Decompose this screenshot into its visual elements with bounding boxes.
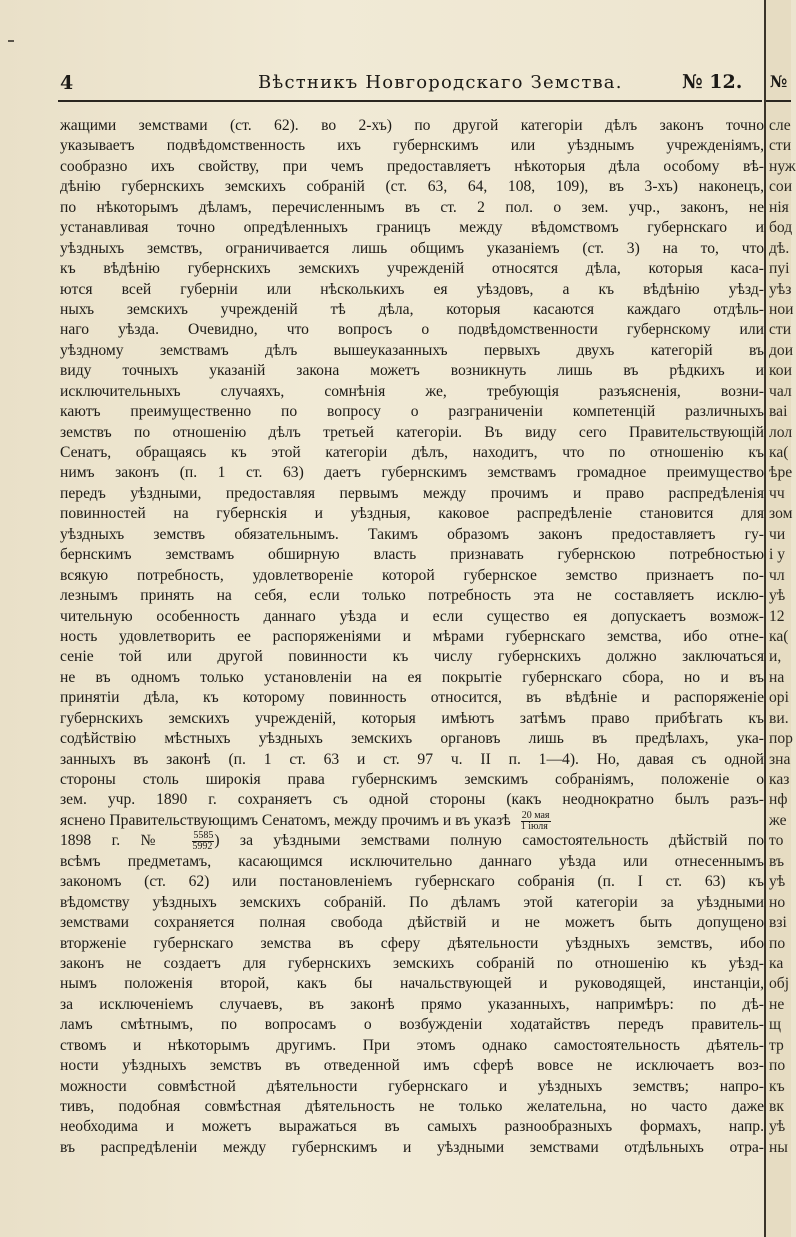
header-rule xyxy=(58,100,762,102)
adjacent-fragment: уѣз xyxy=(769,280,792,298)
adjacent-fragment: ка( xyxy=(769,444,789,461)
adjacent-page-rule xyxy=(766,100,791,102)
adjacent-fragment: чл xyxy=(769,566,785,584)
adjacent-page-fragments xyxy=(769,116,796,1158)
adjacent-fragment: чч xyxy=(769,484,785,502)
text-line: ныхъ земскихъ учрежденій тѣ дѣла, которыя касаются каждаго отдѣль- xyxy=(60,300,764,318)
adjacent-fragment: по xyxy=(769,1057,786,1075)
text-line: зем. учр. 1890 г. сохраняетъ съ одной стороны (какъ неоднократно былъ разъ- xyxy=(60,791,764,809)
adjacent-fragment: лол xyxy=(769,423,793,441)
text-line: Сенатъ, обращаясь къ этой категоріи дѣлъ, находитъ, что по отношенію къ xyxy=(60,444,764,461)
text-line: губернскихъ земскихъ учрежденій, которыя имѣютъ затѣмъ право прибѣгать къ xyxy=(60,709,764,727)
adjacent-fragment: же xyxy=(769,811,787,829)
text-line: бернскимъ земствамъ обширную власть признавать губернскою потребностью xyxy=(60,546,764,564)
adjacent-fragment: сти xyxy=(769,137,792,155)
adjacent-fragment: и, xyxy=(769,648,782,666)
text-line: вторженіе губернскаго земства въ сферу дѣятельности уѣздныхъ земствъ, ибо xyxy=(60,934,764,952)
adjacent-fragment: ка( xyxy=(769,627,789,645)
article-lines-part-1 xyxy=(60,116,764,831)
text-line: сообразно ихъ свойству, при чемъ предоставляетъ нѣкоторыя дѣла особому вѣ- xyxy=(60,157,764,175)
text-line: устанавливая точно опредѣленныхъ границъ между вѣдомствомъ губернскаго и xyxy=(60,219,764,237)
adjacent-fragment: то xyxy=(769,832,784,850)
text-line: тивъ, подобная совмѣстная дѣятельность не только желательна, но часто даже xyxy=(60,1098,764,1115)
text-line: вѣдомству уѣздныхъ земскихъ собраній. По дѣламъ этой категоріи за уѣздными xyxy=(60,893,764,911)
text-line: ствомъ и нѣкоторымъ другимъ. При этомъ однако самостоятельность дѣятель- xyxy=(60,1036,764,1054)
adjacent-fragment: чи xyxy=(769,525,786,543)
decree-line xyxy=(60,831,764,851)
adjacent-fragment: пор xyxy=(769,730,793,748)
adjacent-fragment: зна xyxy=(769,750,791,768)
adjacent-fragment: ка xyxy=(769,954,784,972)
text-line: жащими земствами (ст. 62). во 2-хъ) по другой категоріи дѣлъ законъ точно xyxy=(60,117,764,134)
adjacent-fragment: дѣ. xyxy=(769,239,790,257)
journal-title: Вѣстникъ Новгородскаго Земства. xyxy=(258,72,623,93)
text-line: земствами сохраняется полная свобода дѣйствій и не можетъ быть допущено xyxy=(60,914,764,932)
adjacent-fragment: ѣре xyxy=(769,464,793,482)
adjacent-fragment: і у xyxy=(769,546,786,564)
article-lines-part-2 xyxy=(60,852,764,1159)
adjacent-fragment: по xyxy=(769,934,786,952)
text-line: ности уѣздныхъ земствъ въ отведенной имъ сферѣ вовсе не исключаетъ воз- xyxy=(60,1057,764,1075)
text-line: дѣнію губернскихъ земскихъ собраній (ст. 63, 64, 108, 109), въ 3-хъ) наконецъ, xyxy=(60,178,764,196)
adjacent-fragment: уѣ xyxy=(769,1118,786,1136)
adjacent-fragment: щ xyxy=(769,1016,782,1034)
text-line: повинностей на губернскія и уѣздныя, каковое распредѣленіе становится для xyxy=(60,505,764,523)
adjacent-page-header: № xyxy=(770,72,788,91)
text-line: принятіи дѣла, къ которому повинность относится, въ вѣдѣніе и распоряженіе xyxy=(60,689,764,707)
adjacent-fragment: каз xyxy=(769,771,790,788)
text-line: ются всей губерніи или нѣсколькихъ ея уѣздовъ, а къ вѣдѣнію уѣзд- xyxy=(60,280,764,298)
adjacent-fragment: нуж xyxy=(769,157,796,175)
text-line: ность удовлетворить ее распоряженіями и мѣрами губернскаго земства, ибо отне- xyxy=(60,627,764,645)
text-line: уѣздному земствамъ дѣлъ вышеуказанныхъ первыхъ двухъ категорій въ xyxy=(60,341,764,359)
adjacent-fragment: въ xyxy=(769,852,785,870)
text-line: лезнымъ принять на себя, если только потребность эта не составляетъ исклю- xyxy=(60,587,764,605)
adjacent-fragment: не xyxy=(769,995,785,1013)
text-line: указываетъ подвѣдомственность ихъ губернскимъ или уѣзднымъ учрежденіямъ, xyxy=(60,137,764,155)
adjacent-fragment: сти xyxy=(769,321,792,339)
text-line: къ вѣдѣнію губернскихъ земскихъ учрежденій относятся дѣла, которыя каса- xyxy=(60,260,764,278)
text-line: за исключеніемъ случаевъ, въ законѣ прямо указанныхъ, напримѣръ: по дѣ- xyxy=(60,995,764,1013)
decree-number-fraction xyxy=(192,831,214,852)
adjacent-fragment: тр xyxy=(769,1036,784,1054)
adjacent-fragment: къ xyxy=(769,1077,785,1095)
text-line: можности совмѣстной дѣятельности губернскаго и уѣздныхъ земствъ; напро- xyxy=(60,1077,764,1095)
adjacent-fragment: сои xyxy=(769,178,793,196)
adjacent-fragment: на xyxy=(769,668,785,686)
text-line: всѣмъ предметамъ, касающимся исключительно даннаго уѣзда или отнесеннымъ xyxy=(60,852,764,870)
text-line: всякую потребность, удовлетвореніе которой губернское земство признаетъ по- xyxy=(60,566,764,584)
text-line: содѣйствію мѣстныхъ уѣздныхъ земскихъ органовъ лишь въ предѣлахъ, ука- xyxy=(60,730,764,748)
adjacent-fragment: уѣ xyxy=(769,587,786,605)
adjacent-fragment: бод xyxy=(769,219,793,237)
text-line: необходима и можетъ выражаться въ самыхъ разнообразныхъ формахъ, напр. xyxy=(60,1118,764,1136)
text-line: стороны столь широкія права губернскимъ земскимъ собраніямъ, положеніе о xyxy=(60,771,764,788)
adjacent-fragment: сле xyxy=(769,117,791,134)
page-number: 4 xyxy=(60,72,74,94)
text-line: земствъ по отношенію дѣлъ третьей категоріи. Въ виду сего Правительствующій xyxy=(60,423,764,441)
decree-line-end: ) за уѣздными земствами полную самостоятельность дѣйствій по xyxy=(214,832,764,850)
issue-number: № 12. xyxy=(682,71,743,93)
text-line xyxy=(60,811,764,831)
adjacent-fragment: вк xyxy=(769,1098,784,1115)
decree-line-start: 1898 г. № xyxy=(60,832,172,850)
text-line: нимъ законъ (п. 1 ст. 63) даетъ губернскимъ земствамъ громадное преимущество xyxy=(60,464,764,482)
text-line: чительную особенность даннаго уѣзда и если существо ея допускаетъ возмож- xyxy=(60,607,764,625)
text-line: не въ одномъ только установленіи на ея покрытіе губернскаго сбора, но и въ xyxy=(60,668,764,686)
text-line-content: яснено Правительствующимъ Сенатомъ, между прочимъ и въ указѣ xyxy=(60,811,511,829)
text-line: сеніе той или другой повинности къ числу губернскихъ должно заключаться xyxy=(60,648,764,666)
adjacent-page-edge xyxy=(766,0,796,1237)
adjacent-fragment: нія xyxy=(769,198,789,216)
adjacent-fragment: кои xyxy=(769,362,792,380)
article-body xyxy=(60,116,764,1158)
text-line: уѣздныхъ земствъ, ограничивается лишь общимъ указаніемъ (ст. 3) на то, что xyxy=(60,239,764,257)
adjacent-fragment: нф xyxy=(769,791,788,809)
adjacent-fragment: 12 xyxy=(769,607,785,625)
text-line: по нѣкоторымъ дѣламъ, перечисленнымъ въ ст. 2 пол. о зем. учр., законъ, не xyxy=(60,198,764,216)
adjacent-fragment: пуі xyxy=(769,260,790,278)
text-line: нымъ положенія второй, какъ бы начальствующей и руководящей, инстанціи, xyxy=(60,975,764,993)
decree-date-top: 20 мая xyxy=(521,809,550,821)
adjacent-fragment: ваі xyxy=(769,403,788,421)
adjacent-fragment: взі xyxy=(769,914,787,932)
adjacent-fragment: ви. xyxy=(769,709,789,727)
decree-number-top: 5585 xyxy=(193,830,214,842)
decree-date-fraction xyxy=(521,811,551,832)
text-line: исключительныхъ случаяхъ, сомнѣнія же, требующія разъясненія, возни- xyxy=(60,382,764,400)
decree-number-bottom: 5992 xyxy=(192,841,213,853)
text-line: каютъ преимущественно по вопросу о разграниченіи компетенцій различныхъ xyxy=(60,403,764,421)
adjacent-fragment: ны xyxy=(769,1138,788,1156)
adjacent-fragment: нои xyxy=(769,300,794,318)
text-line: передъ уѣздными, предоставляя первымъ между прочимъ и право распредѣленія xyxy=(60,484,764,502)
ink-speck xyxy=(8,40,14,42)
adjacent-fragment: уѣ xyxy=(769,873,786,891)
adjacent-fragment: обј xyxy=(769,975,790,993)
adjacent-fragment: дои xyxy=(769,341,794,359)
decree-date-bottom: 1 іюля xyxy=(520,820,548,832)
text-line: занныхъ въ законѣ (п. 1 ст. 63 и ст. 97 ч. II п. 1—4). Но, давая съ одной xyxy=(60,750,764,768)
adjacent-fragment: зом xyxy=(769,505,793,523)
text-line: законъ не создаетъ для губернскихъ земскихъ собраній по отношенію къ уѣзд- xyxy=(60,954,764,972)
text-line: наго уѣзда. Очевидно, что вопросъ о подвѣдомственности губернскому или xyxy=(60,321,764,339)
adjacent-fragment: орі xyxy=(769,689,789,707)
text-line: закономъ (ст. 62) или постановленіемъ губернскаго собранія (п. I ст. 63) къ xyxy=(60,873,764,891)
text-line: уѣздныхъ земствъ обязательнымъ. Такимъ образомъ законъ предоставляетъ гу- xyxy=(60,525,764,543)
text-line: виду точныхъ указаній закона можетъ возникнуть лишь въ рѣдкихъ и xyxy=(60,362,764,380)
adjacent-fragment: чал xyxy=(769,382,792,400)
text-line: въ распредѣленіи между губернскимъ и уѣздными земствами отдѣльныхъ отра- xyxy=(60,1138,764,1156)
text-line: ламъ смѣтнымъ, по вопросамъ о возбужденіи ходатайствъ передъ правитель- xyxy=(60,1016,764,1034)
adjacent-fragment: но xyxy=(769,893,786,911)
